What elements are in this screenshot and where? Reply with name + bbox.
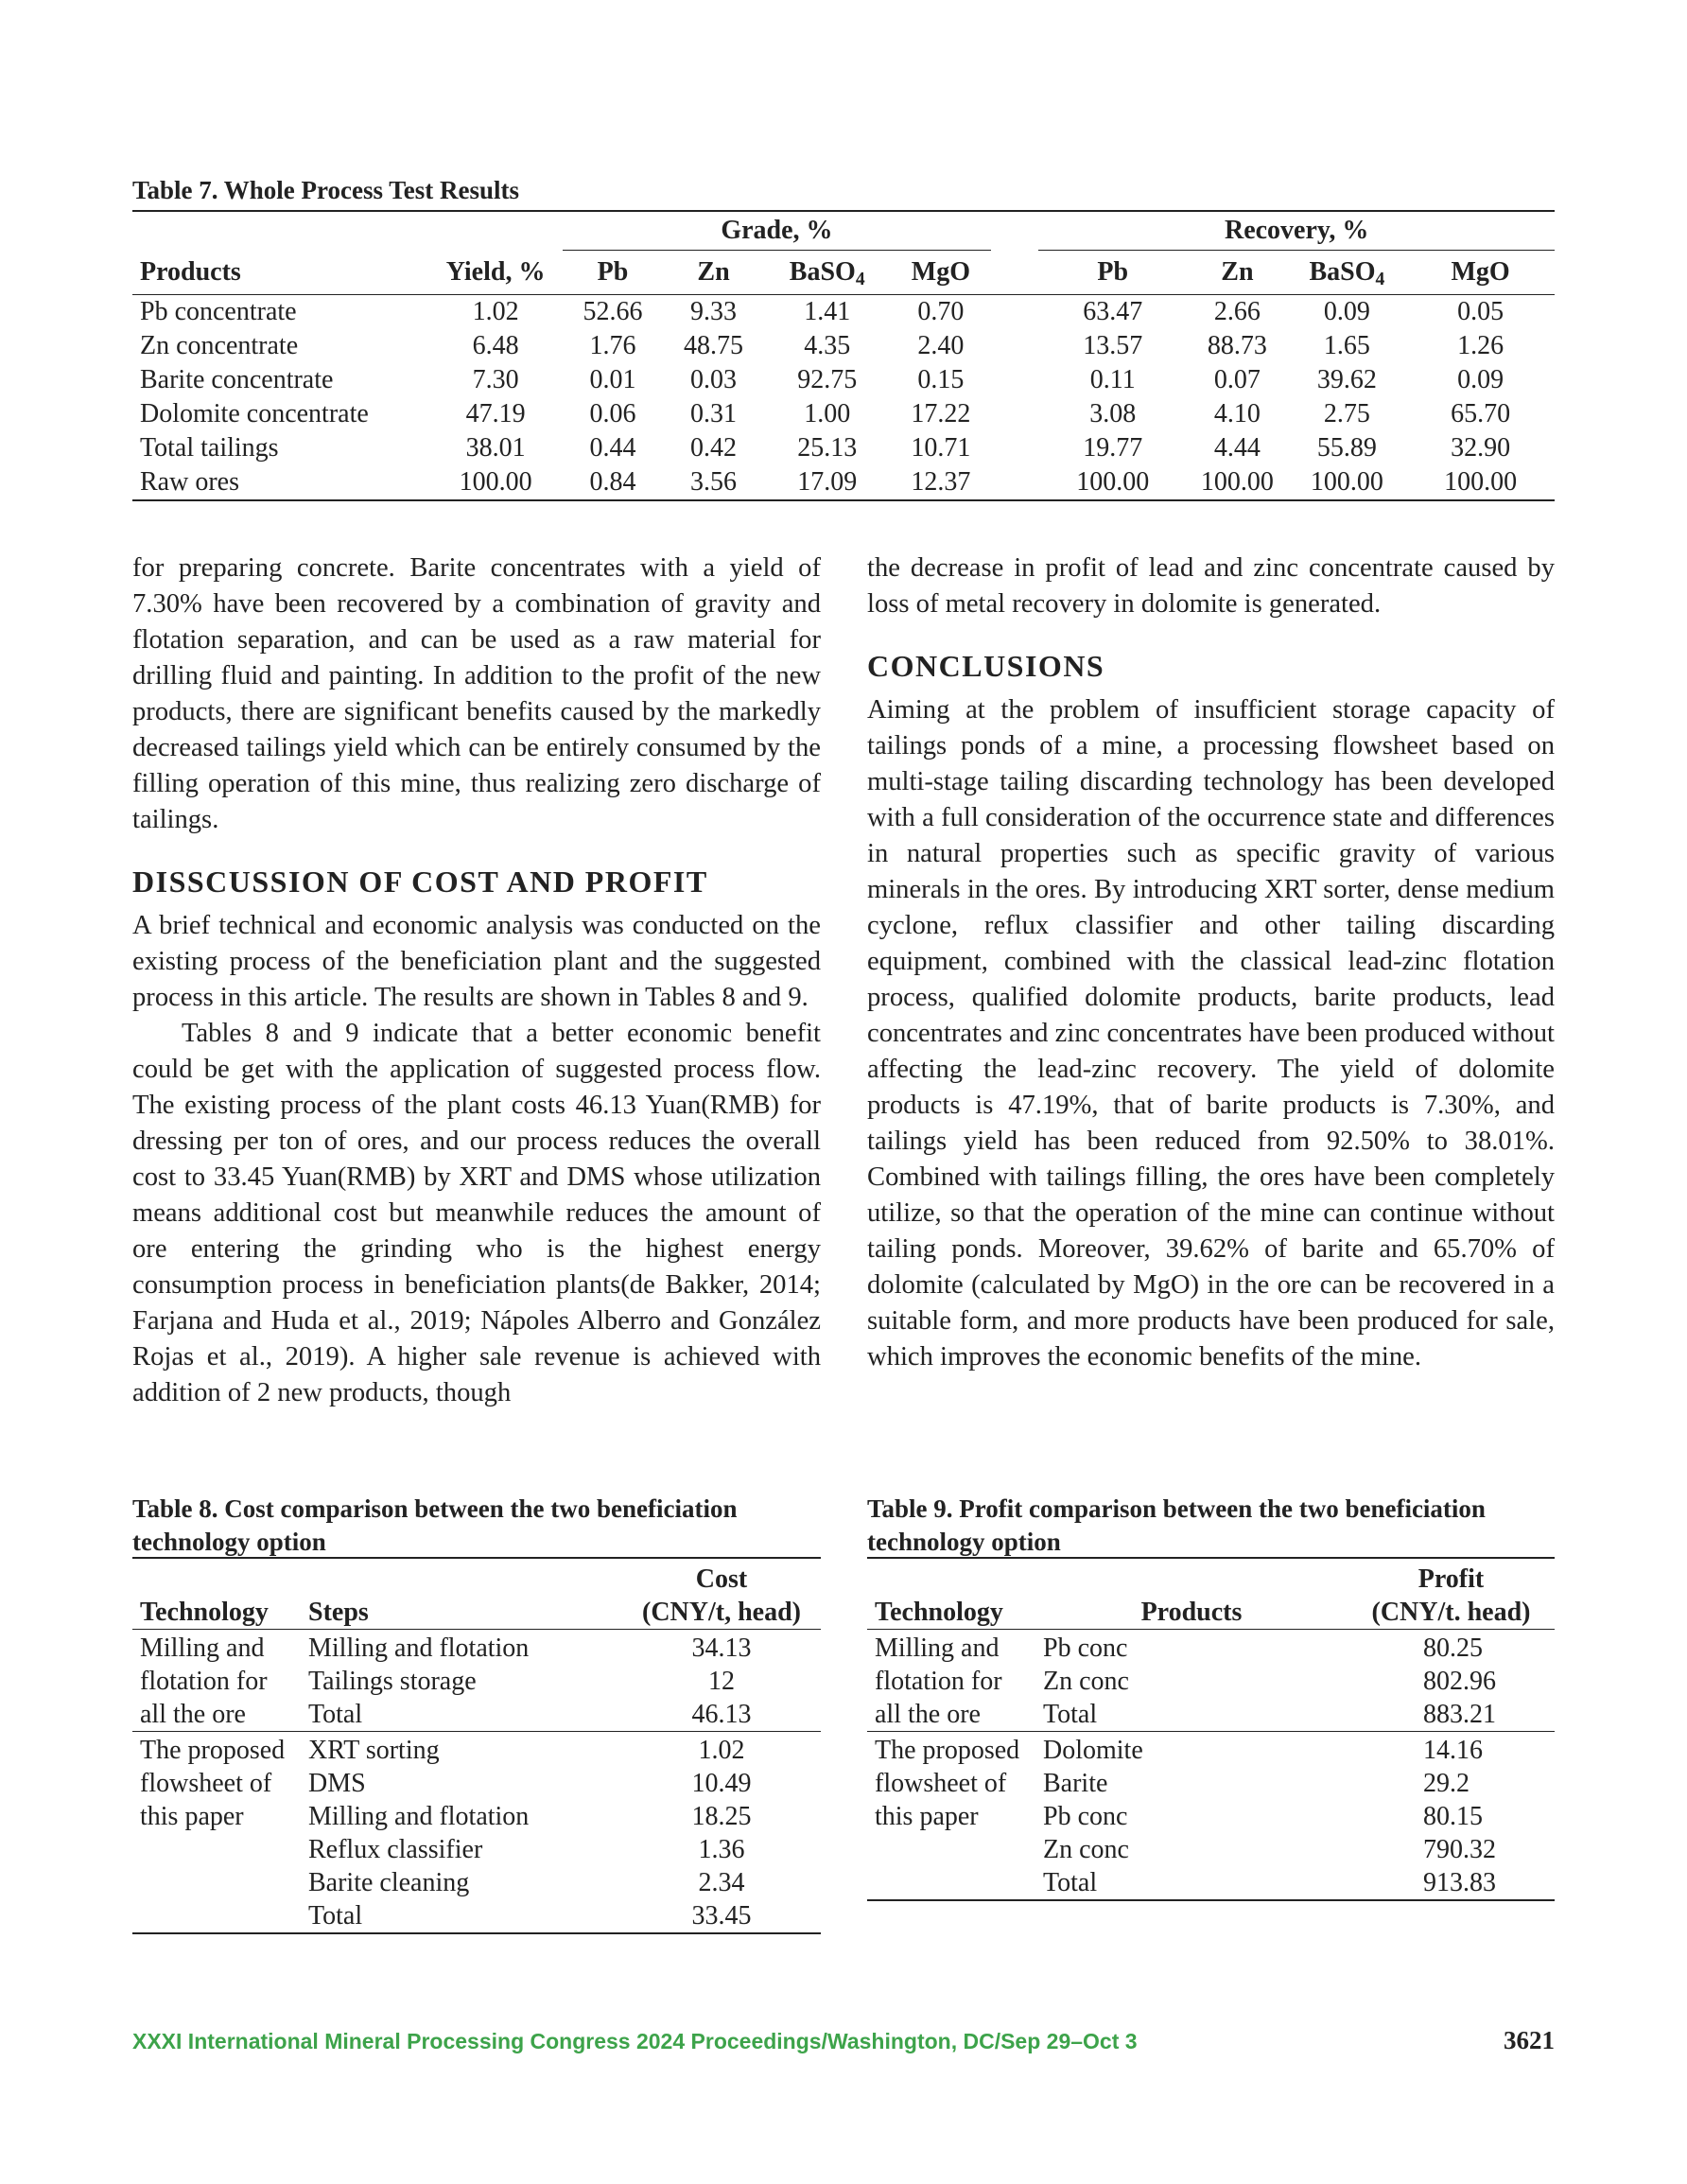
footer-proceedings: XXXI International Mineral Processing Congress 2024 Proceedings/Washington, DC/Sep 29–Oct 3: [132, 2029, 1138, 2053]
step-cell: DMS: [308, 1769, 366, 1798]
profit-cell: 80.15: [1423, 1802, 1483, 1831]
step-cell: Reflux classifier: [308, 1835, 483, 1864]
table-cell: 1.65: [1323, 331, 1370, 360]
table-row: [867, 1698, 1555, 1732]
table-cell: 2.66: [1213, 297, 1261, 326]
grade-mgo-header: MgO: [891, 251, 992, 295]
table-cell: 0.42: [690, 433, 738, 463]
table-cell: Pb concentrate: [140, 297, 297, 326]
table-cell: 17.22: [911, 399, 971, 428]
step-cell: Milling and flotation: [308, 1634, 530, 1663]
product-cell: Total: [1035, 1698, 1348, 1732]
profit-header-line2: (CNY/t. head): [1348, 1596, 1555, 1630]
table-row: [867, 1767, 1555, 1800]
profit-cell: 29.2: [1423, 1769, 1470, 1798]
technology-header: Technology: [867, 1596, 1035, 1630]
table-cell: 39.62: [1316, 365, 1377, 394]
table-row: [132, 431, 1555, 465]
table-cell: 13.57: [1083, 331, 1143, 360]
product-cell: Total: [1035, 1866, 1348, 1900]
table-cell: 55.89: [1316, 433, 1377, 463]
table-cell: 2.75: [1323, 399, 1370, 428]
table-cell: 0.44: [589, 433, 636, 463]
steps-header: Steps: [301, 1596, 622, 1630]
section-heading-conclusions: CONCLUSIONS: [867, 649, 1105, 683]
table-row: [867, 1732, 1555, 1768]
paragraph: for preparing concrete. Barite concentrates with a yield of 7.30% have been recovered by a combination of gravity and flotation separation, and can be used as a raw material for drilling fluid and painting. In addition to the profit of the new products, there are significant benefits caused by the markedly decreased tailings yield which can be entirely consumed by the filling operation of this mine, thus realizing zero discharge of tailings.: [132, 553, 821, 834]
cost-cell: 33.45: [622, 1899, 821, 1933]
profit-cell: 14.16: [1423, 1736, 1483, 1765]
profit-cell: 790.32: [1423, 1835, 1496, 1864]
column-gap: [991, 329, 1038, 363]
recovery-group-header: Recovery, %: [1038, 211, 1555, 251]
table-cell: 100.00: [1187, 465, 1288, 500]
profit-header-line1: Profit: [1348, 1558, 1555, 1596]
column-gap: [991, 397, 1038, 431]
paragraph: Tables 8 and 9 indicate that a better economic benefit could be get with the application of suggested process flow. The existing process of the plant costs 46.13 Yuan(RMB) for dressing per ton of ores, and our process reduces the overall cost to 33.45 Yuan(RMB) by XRT and DMS whose utilization means additional cost but meanwhile reduces the amount of ore entering the grinding who is the highest energy consumption process in beneficiation plants(de Bakker, 2014; Farjana and Huda et al., 2019; Nápoles Alberro and González Rojas et al., 2019). A higher sale revenue is achieved with addition of 2 new products, though: [132, 1019, 821, 1407]
table7-caption: Table 7. Whole Process Test Results: [132, 176, 520, 204]
recovery-baso4-header: BaSO$_4$: [1288, 251, 1406, 295]
technology-cell: flotation for: [140, 1667, 268, 1696]
table-cell: 1.02: [472, 297, 519, 326]
step-cell: Total: [301, 1698, 622, 1732]
table-cell: Zn concentrate: [140, 331, 299, 360]
technology-cell: [132, 1899, 301, 1933]
recovery-mgo-header: MgO: [1406, 251, 1555, 295]
table-cell: 52.66: [583, 297, 643, 326]
table-cell: 38.01: [465, 433, 526, 463]
table-cell: 0.15: [917, 365, 965, 394]
technology-cell: [867, 1866, 1035, 1900]
products-header: Products: [1035, 1596, 1348, 1630]
table-cell: 1.41: [804, 297, 851, 326]
table-cell: 32.90: [1451, 433, 1511, 463]
profit-cell: 802.96: [1423, 1667, 1496, 1696]
products-header: Products: [132, 251, 429, 295]
table-row: [867, 1833, 1555, 1866]
grade-zn-header: Zn: [663, 251, 764, 295]
table-cell: 0.06: [589, 399, 636, 428]
table-row: [132, 329, 1555, 363]
table-cell: 4.44: [1213, 433, 1261, 463]
table-row: [132, 1665, 821, 1698]
table-cell: 100.00: [1288, 465, 1406, 500]
technology-cell: The proposed: [140, 1736, 286, 1765]
table-cell: 0.11: [1089, 365, 1136, 394]
table-cell: 10.71: [911, 433, 971, 463]
table-cell: 3.56: [663, 465, 764, 500]
table-cell: 0.07: [1213, 365, 1261, 394]
table-row: [132, 1630, 821, 1666]
yield-header: Yield, %: [429, 251, 563, 295]
table-cell: Total tailings: [140, 433, 279, 463]
step-cell: Total: [301, 1899, 622, 1933]
product-cell: Pb conc: [1043, 1634, 1128, 1663]
recovery-zn-header: Zn: [1187, 251, 1288, 295]
cost-cell: 1.36: [698, 1835, 745, 1864]
table-row: [132, 1833, 821, 1866]
technology-cell: flowsheet of: [140, 1769, 272, 1798]
table-cell: 0.09: [1457, 365, 1504, 394]
cost-header-line2: (CNY/t, head): [622, 1596, 821, 1630]
table-cell: 12.37: [891, 465, 992, 500]
table-cell: 100.00: [429, 465, 563, 500]
table-row: [867, 1800, 1555, 1833]
cost-header-line1: Cost: [622, 1558, 821, 1596]
technology-cell: [132, 1833, 301, 1866]
table-cell: Dolomite concentrate: [140, 399, 369, 428]
profit-cell: 913.83: [1348, 1866, 1555, 1900]
grade-pb-header: Pb: [563, 251, 664, 295]
table-row: [132, 465, 1555, 500]
cost-cell: 2.34: [698, 1868, 745, 1897]
table-cell: 1.76: [589, 331, 636, 360]
table8: [132, 1557, 821, 1934]
table-cell: 1.00: [804, 399, 851, 428]
product-cell: Zn conc: [1043, 1667, 1129, 1696]
table-cell: 0.09: [1323, 297, 1370, 326]
technology-cell: this paper: [875, 1802, 979, 1831]
table-row: [867, 1665, 1555, 1698]
table-cell: 9.33: [690, 297, 738, 326]
table-row: [132, 1767, 821, 1800]
column-gap: [991, 363, 1038, 397]
table9: [867, 1557, 1555, 1901]
recovery-pb-header: Pb: [1038, 251, 1187, 295]
product-cell: Zn conc: [1043, 1835, 1129, 1864]
table-cell: 2.40: [917, 331, 965, 360]
cost-cell: 34.13: [691, 1634, 752, 1663]
table-cell: 1.26: [1457, 331, 1504, 360]
step-cell: Tailings storage: [308, 1667, 477, 1696]
table-cell: 100.00: [1038, 465, 1187, 500]
table-cell: 17.09: [764, 465, 891, 500]
grade-group-header: Grade, %: [563, 211, 992, 251]
technology-cell: all the ore: [867, 1698, 1035, 1732]
table-cell: 92.75: [797, 365, 858, 394]
paragraph: Aiming at the problem of insufficient storage capacity of tailings ponds of a mine, a processing flowsheet based on multi-stage tailing discarding technology has been developed with a full consideration of the occurrence state and differences in natural properties such as specific gravity of various minerals in the ores. By introducing XRT sorter, dense medium cyclone, reflux classifier and other tailing discarding equipment, combined with the classical lead-zinc flotation process, qualified dolomite products, barite products, lead concentrates and zinc concentrates have been produced without affecting the lead-zinc recovery. The yield of dolomite products is 47.19%, that of barite products is 7.30%, and tailings yield has been reduced from 92.50% to 38.01%. Combined with tailings filling, the ores have been completely utilize, so that the operation of the mine can continue without tailing ponds. Moreover, 39.62% of barite and 65.70% of dolomite (calculated by MgO) in the ore can be recovered in a suitable form, and more products have been produced for sale, which improves the economic benefits of the mine.: [867, 695, 1555, 1372]
left-column: [132, 550, 821, 1411]
column-gap: [991, 431, 1038, 465]
cost-cell: 46.13: [622, 1698, 821, 1732]
cost-cell: 10.49: [691, 1769, 752, 1798]
cost-cell: 1.02: [698, 1736, 745, 1765]
product-cell: Dolomite: [1043, 1736, 1143, 1765]
technology-cell: Milling and: [140, 1634, 265, 1663]
paragraph: A brief technical and economic analysis was conducted on the existing process of the beneficiation plant and the suggested process in this article. The results are shown in Tables 8 and 9.: [132, 911, 821, 1012]
table-cell: 7.30: [472, 365, 519, 394]
technology-cell: [132, 1866, 301, 1899]
profit-cell: 80.25: [1423, 1634, 1483, 1663]
step-cell: XRT sorting: [308, 1736, 440, 1765]
table8-caption: Table 8. Cost comparison between the two beneficiation technology option: [132, 1494, 738, 1556]
table-row: [132, 295, 1555, 330]
table-row: [132, 1732, 821, 1768]
table-cell: 0.70: [917, 297, 965, 326]
step-cell: Barite cleaning: [308, 1868, 470, 1897]
step-cell: Milling and flotation: [308, 1802, 530, 1831]
cost-cell: 12: [708, 1667, 735, 1696]
table9-caption: Table 9. Profit comparison between the two beneficiation technology option: [867, 1494, 1486, 1556]
product-cell: Barite: [1043, 1769, 1108, 1798]
table-row: [132, 1800, 821, 1833]
technology-cell: flotation for: [875, 1667, 1002, 1696]
table-cell: Raw ores: [132, 465, 429, 500]
technology-cell: The proposed: [875, 1736, 1020, 1765]
technology-header: Technology: [132, 1596, 301, 1630]
technology-cell: flowsheet of: [875, 1769, 1007, 1798]
table-cell: Barite concentrate: [140, 365, 334, 394]
table7: [132, 210, 1555, 501]
right-column: [867, 550, 1555, 1375]
product-cell: Pb conc: [1043, 1802, 1128, 1831]
column-gap: [991, 295, 1038, 330]
table-row: [867, 1866, 1555, 1900]
table-row: [867, 1630, 1555, 1666]
table-cell: 19.77: [1083, 433, 1143, 463]
table-cell: 3.08: [1089, 399, 1137, 428]
column-gap: [991, 465, 1038, 500]
table-cell: 88.73: [1207, 331, 1267, 360]
table-row: [132, 363, 1555, 397]
page-number: 3621: [1504, 2026, 1555, 2054]
table-cell: 0.01: [589, 365, 636, 394]
table-row: [132, 1899, 821, 1933]
table-cell: 0.31: [690, 399, 738, 428]
table-cell: 25.13: [797, 433, 858, 463]
table-cell: 47.19: [465, 399, 526, 428]
table-row: [132, 397, 1555, 431]
table-cell: 48.75: [684, 331, 744, 360]
cost-cell: 18.25: [691, 1802, 752, 1831]
technology-cell: [867, 1833, 1035, 1866]
table-cell: 6.48: [472, 331, 519, 360]
table-cell: 0.84: [563, 465, 664, 500]
table-cell: 65.70: [1451, 399, 1511, 428]
table-row: [132, 1866, 821, 1899]
table-cell: 4.10: [1213, 399, 1261, 428]
technology-cell: Milling and: [875, 1634, 1000, 1663]
profit-cell: 883.21: [1348, 1698, 1555, 1732]
section-heading-cost-profit: DISSCUSSION OF COST AND PROFIT: [132, 865, 708, 899]
table-cell: 100.00: [1406, 465, 1555, 500]
table-cell: 4.35: [804, 331, 851, 360]
table-row: [132, 1698, 821, 1732]
table-cell: 0.05: [1457, 297, 1504, 326]
table-cell: 63.47: [1083, 297, 1143, 326]
grade-baso4-header: BaSO$_4$: [764, 251, 891, 295]
paragraph: the decrease in profit of lead and zinc concentrate caused by loss of metal recovery in dolomite is generated.: [867, 553, 1555, 619]
table-cell: 0.03: [690, 365, 738, 394]
technology-cell: this paper: [140, 1802, 244, 1831]
technology-cell: all the ore: [132, 1698, 301, 1732]
